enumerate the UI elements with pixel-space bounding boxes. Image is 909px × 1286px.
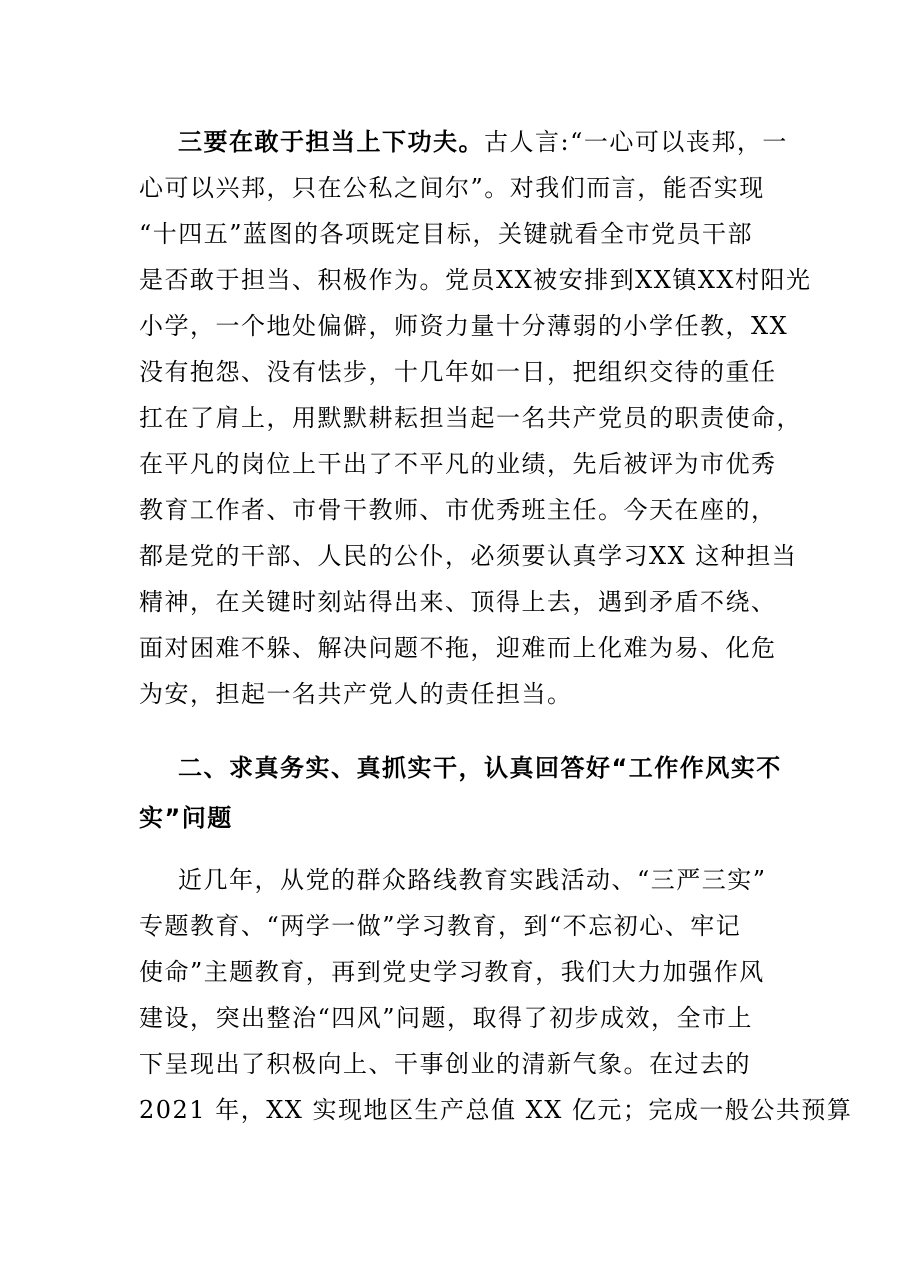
paragraph-1-line-3: “十四五”蓝图的各项既定目标，关键就看全市党员干部 bbox=[139, 220, 754, 248]
paragraph-1-line-8: 在平凡的岗位上干出了不平凡的业绩，先后被评为市优秀 bbox=[139, 450, 777, 478]
section-heading-line-1: 二、求真务实、真抓实干，认真回答好“工作作风实不 bbox=[178, 754, 782, 782]
paragraph-1-line-13: 为安，担起一名共产党人的责任担当。 bbox=[139, 680, 573, 708]
section-heading-line-2: 实”问题 bbox=[139, 804, 233, 832]
paragraph-2-line-1: 近几年，从党的群众路线教育实践活动、“三严三实” bbox=[178, 866, 767, 894]
paragraph-1-lead-heading: 三要在敢于担当上下功夫。 bbox=[178, 128, 484, 156]
paragraph-1-line-5: 小学，一个地处偏僻，师资力量十分薄弱的小学任教，XX bbox=[139, 312, 789, 340]
paragraph-1-line-1-text: 古人言:“一心可以丧邦，一 bbox=[484, 128, 788, 156]
paragraph-1-line-2: 心可以兴邦，只在公私之间尔”。对我们而言，能否实现 bbox=[139, 174, 765, 202]
paragraph-1-line-7: 扛在了肩上，用默默耕耘担当起一名共产党员的职责使命， bbox=[139, 404, 802, 432]
paragraph-1-line-6: 没有抱怨、没有怯步，十几年如一日，把组织交待的重任 bbox=[139, 358, 777, 386]
paragraph-1-line-11: 精神，在关键时刻站得出来、顶得上去，遇到矛盾不绕、 bbox=[139, 588, 777, 616]
paragraph-2-line-6: 2021 年，XX 实现地区生产总值 XX 亿元；完成一般公共预算 bbox=[139, 1096, 853, 1124]
paragraph-2-line-4: 建设，突出整治“四风”问题，取得了初步成效，全市上 bbox=[139, 1004, 754, 1032]
paragraph-2-line-2: 专题教育、“两学一做”学习教育，到“不忘初心、牢记 bbox=[139, 912, 742, 940]
paragraph-2-line-3: 使命”主题教育，再到党史学习教育，我们大力加强作风 bbox=[139, 958, 765, 986]
paragraph-1-line-4: 是否敢于担当、积极作为。党员XX被安排到XX镇XX村阳光 bbox=[139, 266, 812, 294]
paragraph-2-line-5: 下呈现出了积极向上、干事创业的清新气象。在过去的 bbox=[139, 1050, 751, 1078]
paragraph-1-line-9: 教育工作者、市骨干教师、市优秀班主任。今天在座的， bbox=[139, 496, 777, 524]
paragraph-1-line-10: 都是党的干部、人民的公仆，必须要认真学习XX 这种担当 bbox=[139, 542, 798, 570]
paragraph-1-line-1 bbox=[178, 119, 788, 165]
paragraph-1-line-12: 面对困难不躲、解决问题不拖，迎难而上化难为易、化危 bbox=[139, 634, 777, 662]
